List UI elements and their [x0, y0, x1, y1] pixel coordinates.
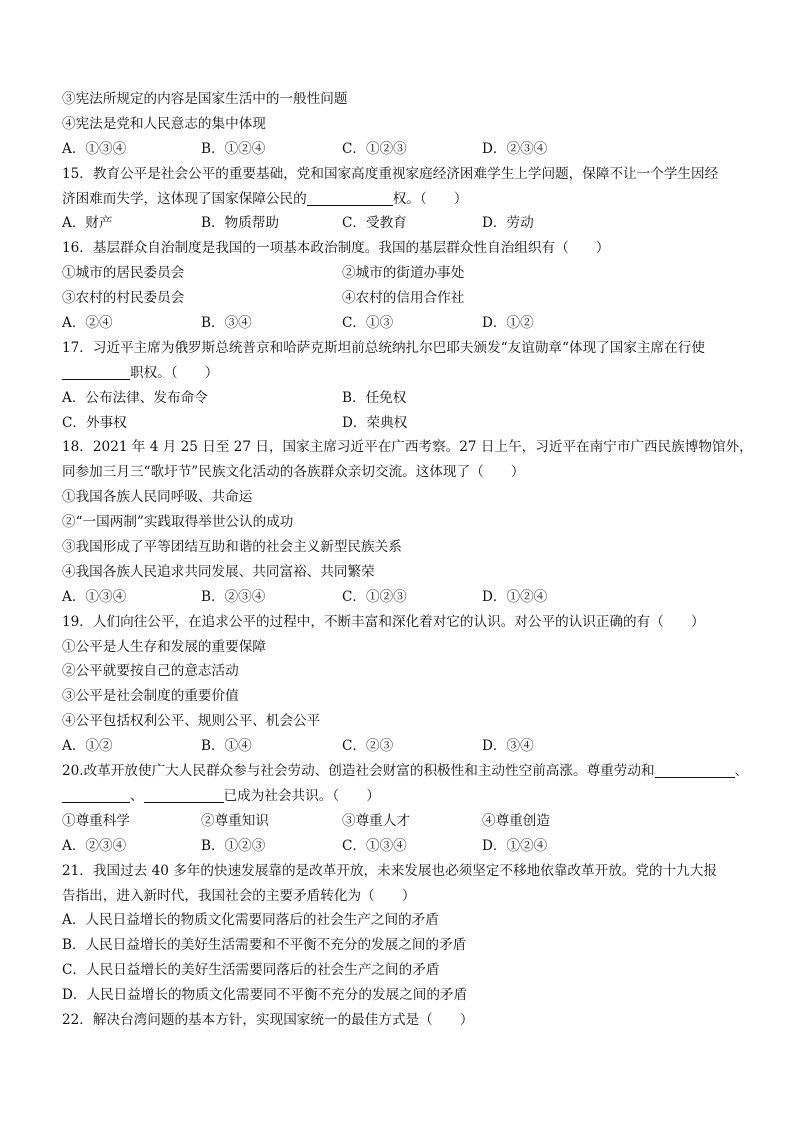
answer-blank: [62, 788, 130, 803]
option-item: D．①②: [482, 315, 534, 332]
text-line: ③公平是社会制度的重要价值: [62, 688, 239, 705]
text-line: 22．解决台湾问题的基本方针，实现国家统一的最佳方式是（ ）: [62, 1011, 474, 1028]
fill-in-line: [62, 784, 742, 809]
option-item: B．①④: [201, 738, 252, 755]
text-line: ④公平包括权利公平、规则公平、机会公平: [62, 713, 321, 730]
text-line: ②公平就要按自己的意志活动: [62, 663, 239, 680]
text-segment: 20.改革开放使广大人民群众参与社会劳动、创造社会财富的积极性和主动性空前高涨。尊重劳动和: [62, 763, 655, 780]
option-item: ③农村的村民委员会: [62, 290, 185, 307]
text-line: 21．我国过去 40 多年的快速发展靠的是改革开放，未来发展也必须坚定不移地依靠改革开放。党的十九大报: [62, 862, 717, 879]
text-line: B．人民日益增长的美好生活需要和不平衡不充分的发展之间的矛盾: [62, 937, 467, 954]
answer-blank: [655, 763, 735, 778]
options-row: [62, 286, 742, 311]
options-row: [62, 411, 742, 436]
text-segment: 权。（ ）: [392, 190, 468, 207]
option-item: B．①②③: [201, 837, 266, 854]
text-line: 16．基层群众自治制度是我国的一项基本政治制度。我国的基层群众性自治组织有（ ）: [62, 240, 610, 257]
option-item: D．①②④: [482, 588, 548, 605]
answer-blank: [62, 365, 130, 380]
text-segment: 职权。（ ）: [130, 364, 219, 381]
option-item: A．②③④: [62, 837, 127, 854]
option-item: B．①②④: [201, 140, 266, 157]
option-item: A．①③④: [62, 140, 127, 157]
option-item: ④农村的信用合作社: [342, 290, 465, 307]
option-item: B．任免权: [342, 389, 407, 406]
option-item: D．劳动: [482, 215, 534, 232]
text-line: 19．人们向往公平，在追求公平的过程中，不断丰富和深化着对它的认识。对公平的认识正确的有（ ）: [62, 613, 705, 630]
options-row: [62, 261, 742, 286]
text-line: 同参加三月三“歌圩节”民族文化活动的各族群众亲切交流。这体现了（ ）: [62, 464, 525, 481]
text-line: ④宪法是党和人民意志的集中体现: [62, 115, 266, 132]
options-row: [62, 734, 742, 759]
option-item: ②城市的街道办事处: [342, 265, 465, 282]
option-item: A．公布法律、发布命令: [62, 389, 208, 406]
option-item: A．①②: [62, 738, 113, 755]
options-row: [62, 834, 742, 859]
options-row: [62, 311, 742, 336]
option-item: A．②④: [62, 315, 113, 332]
option-item: C．②③: [342, 738, 394, 755]
option-item: ③尊重人才: [342, 812, 410, 829]
options-row: [62, 137, 742, 162]
text-segment: 已成为社会共识。（ ）: [223, 787, 380, 804]
option-item: C．①③: [342, 315, 394, 332]
text-segment: 15．教育公平是社会公平的重要基础，党和国家高度重视家庭经济困难学生上学问题，保障不让一个学生因经: [62, 165, 719, 182]
options-row: [62, 386, 742, 411]
text-segment: 、: [734, 763, 749, 780]
question-content: [62, 87, 753, 1033]
text-line: A．人民日益增长的物质文化需要同落后的社会生产之间的矛盾: [62, 912, 439, 929]
option-item: D．①②④: [482, 837, 548, 854]
options-row: [62, 211, 742, 236]
answer-blank: [307, 191, 393, 206]
option-item: C．①②③: [342, 588, 407, 605]
text-line: ③宪法所规定的内容是国家生活中的一般性问题: [62, 91, 348, 107]
text-line: ①公平是人生存和发展的重要保障: [62, 638, 266, 655]
text-line: ②“一国两制”实践取得举世公认的成功: [62, 514, 294, 531]
answer-blank: [144, 788, 224, 803]
text-segment: 济困难而失学，这体现了国家保障公民的: [62, 190, 307, 207]
text-segment: 、: [130, 787, 144, 804]
option-item: D．荣典权: [342, 414, 408, 431]
option-item: ①城市的居民委员会: [62, 265, 185, 282]
text-line: D．人民日益增长的物质文化需要同不平衡不充分的发展之间的矛盾: [62, 987, 468, 1004]
option-item: A．财产: [62, 215, 113, 232]
option-item: B．物质帮助: [201, 215, 279, 232]
option-item: C．①②③: [342, 140, 407, 157]
text-line: ③我国形成了平等团结互助和谐的社会主义新型民族关系: [62, 539, 402, 556]
text-line: C．人民日益增长的美好生活需要同落后的社会生产之间的矛盾: [62, 962, 440, 979]
text-line: 18．2021 年 4 月 25 日至 27 日，国家主席习近平在广西考察。27 日上午，习近平在南宁市广西民族博物馆外，: [62, 439, 753, 456]
option-item: C．受教育: [342, 215, 407, 232]
option-item: C．外事权: [62, 414, 127, 431]
options-row: [62, 585, 742, 610]
option-item: ①尊重科学: [62, 812, 130, 829]
text-line: ④我国各族人民追求共同发展、共同富裕、共同繁荣: [62, 563, 375, 580]
text-line: 告指出，进入新时代，我国社会的主要矛盾转化为（ ）: [62, 887, 416, 904]
fill-in-line: [62, 361, 742, 386]
options-row: [62, 809, 742, 834]
fill-in-line: [62, 759, 749, 784]
text-line: 17．习近平主席为俄罗斯总统普京和哈萨克斯坦前总统纳扎尔巴耶夫颁发“友谊勋章“体现了国家主席在行使: [62, 339, 705, 356]
option-item: D．③④: [482, 738, 534, 755]
option-item: B．③④: [201, 315, 252, 332]
text-line: ①我国各族人民同呼吸、共命运: [62, 489, 253, 506]
option-item: A．①③④: [62, 588, 127, 605]
fill-in-line: [62, 187, 742, 212]
option-item: ④尊重创造: [482, 812, 550, 829]
option-item: B．②③④: [201, 588, 266, 605]
fill-in-line: [62, 162, 742, 187]
option-item: ②尊重知识: [201, 812, 269, 829]
option-item: C．①③④: [342, 837, 407, 854]
option-item: D．②③④: [482, 140, 548, 157]
